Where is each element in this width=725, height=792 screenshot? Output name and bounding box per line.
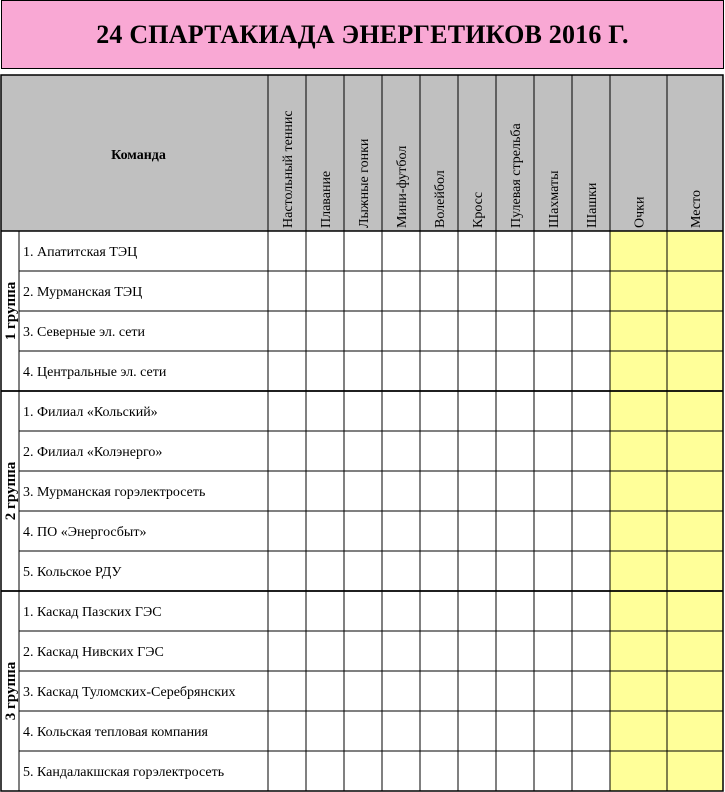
sport-score-cell[interactable] [421, 632, 457, 670]
sport-score-cell[interactable] [459, 672, 495, 710]
sport-score-cell[interactable] [535, 272, 571, 310]
sport-score-cell[interactable] [307, 392, 343, 430]
sport-score-cell[interactable] [459, 752, 495, 790]
sport-score-cell[interactable] [535, 352, 571, 390]
team-name: 3. Северные эл. сети [23, 325, 146, 340]
sport-score-cell[interactable] [535, 752, 571, 790]
sport-score-cell[interactable] [345, 352, 381, 390]
sport-score-cell[interactable] [497, 672, 533, 710]
sport-column-header: Пулевая стрельба [509, 123, 524, 228]
sport-score-cell[interactable] [497, 632, 533, 670]
sport-score-cell[interactable] [421, 752, 457, 790]
team-name: 2. Каскад Нивских ГЭС [23, 645, 164, 660]
sport-score-cell[interactable] [383, 712, 419, 750]
sport-score-cell[interactable] [383, 392, 419, 430]
place-cell[interactable] [668, 232, 722, 270]
sport-score-cell[interactable] [459, 312, 495, 350]
points-cell[interactable] [611, 512, 666, 550]
sport-column-header: Кросс [471, 191, 486, 228]
sport-score-cell[interactable] [535, 232, 571, 270]
sport-score-cell[interactable] [573, 672, 609, 710]
points-cell[interactable] [611, 712, 666, 750]
sport-column-header: Настольный теннис [281, 110, 296, 228]
group-label: 3 группа [3, 661, 19, 721]
sport-score-cell[interactable] [307, 672, 343, 710]
sport-score-cell[interactable] [459, 392, 495, 430]
sport-score-cell[interactable] [345, 632, 381, 670]
sport-score-cell[interactable] [421, 432, 457, 470]
sport-score-cell[interactable] [573, 272, 609, 310]
points-cell[interactable] [611, 272, 666, 310]
sport-score-cell[interactable] [345, 312, 381, 350]
place-cell[interactable] [668, 552, 722, 590]
sport-score-cell[interactable] [383, 352, 419, 390]
sport-score-cell[interactable] [497, 752, 533, 790]
sport-score-cell[interactable] [345, 272, 381, 310]
sport-score-cell[interactable] [269, 272, 305, 310]
place-cell[interactable] [668, 472, 722, 510]
place-cell[interactable] [668, 632, 722, 670]
sport-score-cell[interactable] [269, 592, 305, 630]
sport-score-cell[interactable] [459, 472, 495, 510]
sport-score-cell[interactable] [573, 312, 609, 350]
place-cell[interactable] [668, 592, 722, 630]
sport-score-cell[interactable] [383, 552, 419, 590]
sport-score-cell[interactable] [573, 232, 609, 270]
sport-column-header: Шахматы [547, 170, 562, 228]
sport-score-cell[interactable] [383, 272, 419, 310]
sport-score-cell[interactable] [459, 232, 495, 270]
points-cell[interactable] [611, 352, 666, 390]
sport-score-cell[interactable] [573, 512, 609, 550]
place-cell[interactable] [668, 432, 722, 470]
sport-score-cell[interactable] [269, 672, 305, 710]
sport-column-header: Шашки [585, 182, 600, 228]
sport-score-cell[interactable] [535, 312, 571, 350]
sport-score-cell[interactable] [459, 512, 495, 550]
points-cell[interactable] [611, 432, 666, 470]
sport-score-cell[interactable] [459, 712, 495, 750]
team-name: 5. Кольское РДУ [23, 565, 122, 580]
sport-score-cell[interactable] [383, 632, 419, 670]
sport-score-cell[interactable] [307, 312, 343, 350]
sport-score-cell[interactable] [573, 392, 609, 430]
points-cell[interactable] [611, 392, 666, 430]
sport-score-cell[interactable] [345, 592, 381, 630]
sport-score-cell[interactable] [573, 592, 609, 630]
sport-score-cell[interactable] [345, 512, 381, 550]
team-name: 4. Центральные эл. сети [23, 365, 167, 380]
team-name: 3. Каскад Туломских-Серебрянских [23, 685, 236, 700]
points-cell[interactable] [611, 752, 666, 790]
sport-score-cell[interactable] [383, 672, 419, 710]
group-label: 2 группа [3, 461, 19, 521]
sport-score-cell[interactable] [459, 632, 495, 670]
sport-score-cell[interactable] [459, 352, 495, 390]
place-cell[interactable] [668, 752, 722, 790]
sport-score-cell[interactable] [535, 432, 571, 470]
team-name: 2. Филиал «Колэнерго» [23, 445, 163, 460]
sport-score-cell[interactable] [535, 472, 571, 510]
sport-score-cell[interactable] [497, 312, 533, 350]
sport-score-cell[interactable] [497, 592, 533, 630]
sport-score-cell[interactable] [535, 512, 571, 550]
sport-score-cell[interactable] [345, 392, 381, 430]
points-cell[interactable] [611, 472, 666, 510]
sport-score-cell[interactable] [307, 352, 343, 390]
sport-score-cell[interactable] [497, 472, 533, 510]
sport-score-cell[interactable] [573, 632, 609, 670]
place-column-header: Место [689, 190, 704, 228]
sport-score-cell[interactable] [269, 632, 305, 670]
place-cell[interactable] [668, 672, 722, 710]
sport-score-cell[interactable] [345, 672, 381, 710]
sport-score-cell[interactable] [535, 592, 571, 630]
sport-score-cell[interactable] [269, 752, 305, 790]
sport-column-header: Лыжные гонки [357, 138, 372, 228]
sport-score-cell[interactable] [269, 352, 305, 390]
sport-score-cell[interactable] [573, 552, 609, 590]
team-name: 1. Апатитская ТЭЦ [23, 245, 138, 260]
place-cell[interactable] [668, 712, 722, 750]
points-cell[interactable] [611, 672, 666, 710]
team-name: 4. ПО «Энергосбыт» [23, 525, 147, 540]
sport-score-cell[interactable] [459, 592, 495, 630]
sport-score-cell[interactable] [307, 272, 343, 310]
sport-score-cell[interactable] [383, 432, 419, 470]
sport-score-cell[interactable] [345, 232, 381, 270]
sport-score-cell[interactable] [345, 712, 381, 750]
sport-score-cell[interactable] [383, 472, 419, 510]
sport-score-cell[interactable] [573, 352, 609, 390]
sport-score-cell[interactable] [573, 432, 609, 470]
group-label: 1 группа [3, 281, 19, 341]
sport-score-cell[interactable] [421, 712, 457, 750]
sport-score-cell[interactable] [383, 232, 419, 270]
points-column-header: Очки [632, 196, 648, 228]
sport-score-cell[interactable] [383, 592, 419, 630]
page-title: 24 СПАРТАКИАДА ЭНЕРГЕТИКОВ 2016 Г. [1, 0, 724, 69]
team-name: 3. Мурманская горэлектросеть [23, 485, 206, 500]
sport-score-cell[interactable] [345, 752, 381, 790]
sport-score-cell[interactable] [535, 672, 571, 710]
team-name: 4. Кольская тепловая компания [23, 725, 208, 740]
sport-score-cell[interactable] [307, 592, 343, 630]
sport-score-cell[interactable] [535, 712, 571, 750]
sport-score-cell[interactable] [269, 392, 305, 430]
place-cell[interactable] [668, 272, 722, 310]
sport-column-header: Плавание [319, 170, 334, 228]
sport-score-cell[interactable] [307, 512, 343, 550]
sport-column-header: Волейбол [433, 170, 448, 228]
sport-score-cell[interactable] [421, 352, 457, 390]
points-cell[interactable] [611, 552, 666, 590]
team-name: 1. Каскад Пазских ГЭС [23, 605, 162, 620]
sport-score-cell[interactable] [497, 432, 533, 470]
sport-score-cell[interactable] [459, 272, 495, 310]
sport-score-cell[interactable] [269, 432, 305, 470]
sport-score-cell[interactable] [269, 552, 305, 590]
sport-score-cell[interactable] [573, 472, 609, 510]
sport-score-cell[interactable] [535, 632, 571, 670]
sport-score-cell[interactable] [269, 472, 305, 510]
sport-score-cell[interactable] [345, 432, 381, 470]
sport-score-cell[interactable] [421, 552, 457, 590]
sport-score-cell[interactable] [383, 312, 419, 350]
sport-score-cell[interactable] [497, 232, 533, 270]
sport-score-cell[interactable] [421, 272, 457, 310]
sport-score-cell[interactable] [497, 392, 533, 430]
sport-score-cell[interactable] [573, 712, 609, 750]
sport-score-cell[interactable] [307, 472, 343, 510]
sport-score-cell[interactable] [421, 472, 457, 510]
sport-score-cell[interactable] [535, 392, 571, 430]
sport-score-cell[interactable] [307, 232, 343, 270]
sport-score-cell[interactable] [535, 552, 571, 590]
sport-column-header: Мини-футбол [395, 145, 410, 228]
sport-score-cell[interactable] [383, 512, 419, 550]
points-cell[interactable] [611, 312, 666, 350]
points-cell[interactable] [611, 632, 666, 670]
sport-score-cell[interactable] [307, 752, 343, 790]
team-name: 5. Кандалакшская горэлектросеть [23, 765, 225, 780]
place-cell[interactable] [668, 352, 722, 390]
team-name: 2. Мурманская ТЭЦ [23, 285, 143, 300]
sport-score-cell[interactable] [307, 432, 343, 470]
sport-score-cell[interactable] [573, 752, 609, 790]
points-cell[interactable] [611, 592, 666, 630]
sport-score-cell[interactable] [307, 712, 343, 750]
place-cell[interactable] [668, 392, 722, 430]
team-column-header: Команда [111, 148, 166, 163]
sport-score-cell[interactable] [345, 472, 381, 510]
sport-score-cell[interactable] [497, 712, 533, 750]
sport-score-cell[interactable] [421, 592, 457, 630]
sport-score-cell[interactable] [421, 312, 457, 350]
sport-score-cell[interactable] [307, 632, 343, 670]
place-cell[interactable] [668, 312, 722, 350]
sport-score-cell[interactable] [421, 672, 457, 710]
team-name: 1. Филиал «Кольский» [23, 405, 158, 420]
sport-score-cell[interactable] [497, 352, 533, 390]
sport-score-cell[interactable] [269, 312, 305, 350]
sport-score-cell[interactable] [269, 512, 305, 550]
place-cell[interactable] [668, 512, 722, 550]
sport-score-cell[interactable] [459, 552, 495, 590]
sport-score-cell[interactable] [497, 552, 533, 590]
sport-score-cell[interactable] [421, 232, 457, 270]
sport-score-cell[interactable] [269, 712, 305, 750]
sport-score-cell[interactable] [497, 512, 533, 550]
sport-score-cell[interactable] [307, 552, 343, 590]
sport-score-cell[interactable] [497, 272, 533, 310]
sport-score-cell[interactable] [345, 552, 381, 590]
sport-score-cell[interactable] [383, 752, 419, 790]
sport-score-cell[interactable] [421, 512, 457, 550]
sport-score-cell[interactable] [421, 392, 457, 430]
sport-score-cell[interactable] [459, 432, 495, 470]
sport-score-cell[interactable] [269, 232, 305, 270]
points-cell[interactable] [611, 232, 666, 270]
